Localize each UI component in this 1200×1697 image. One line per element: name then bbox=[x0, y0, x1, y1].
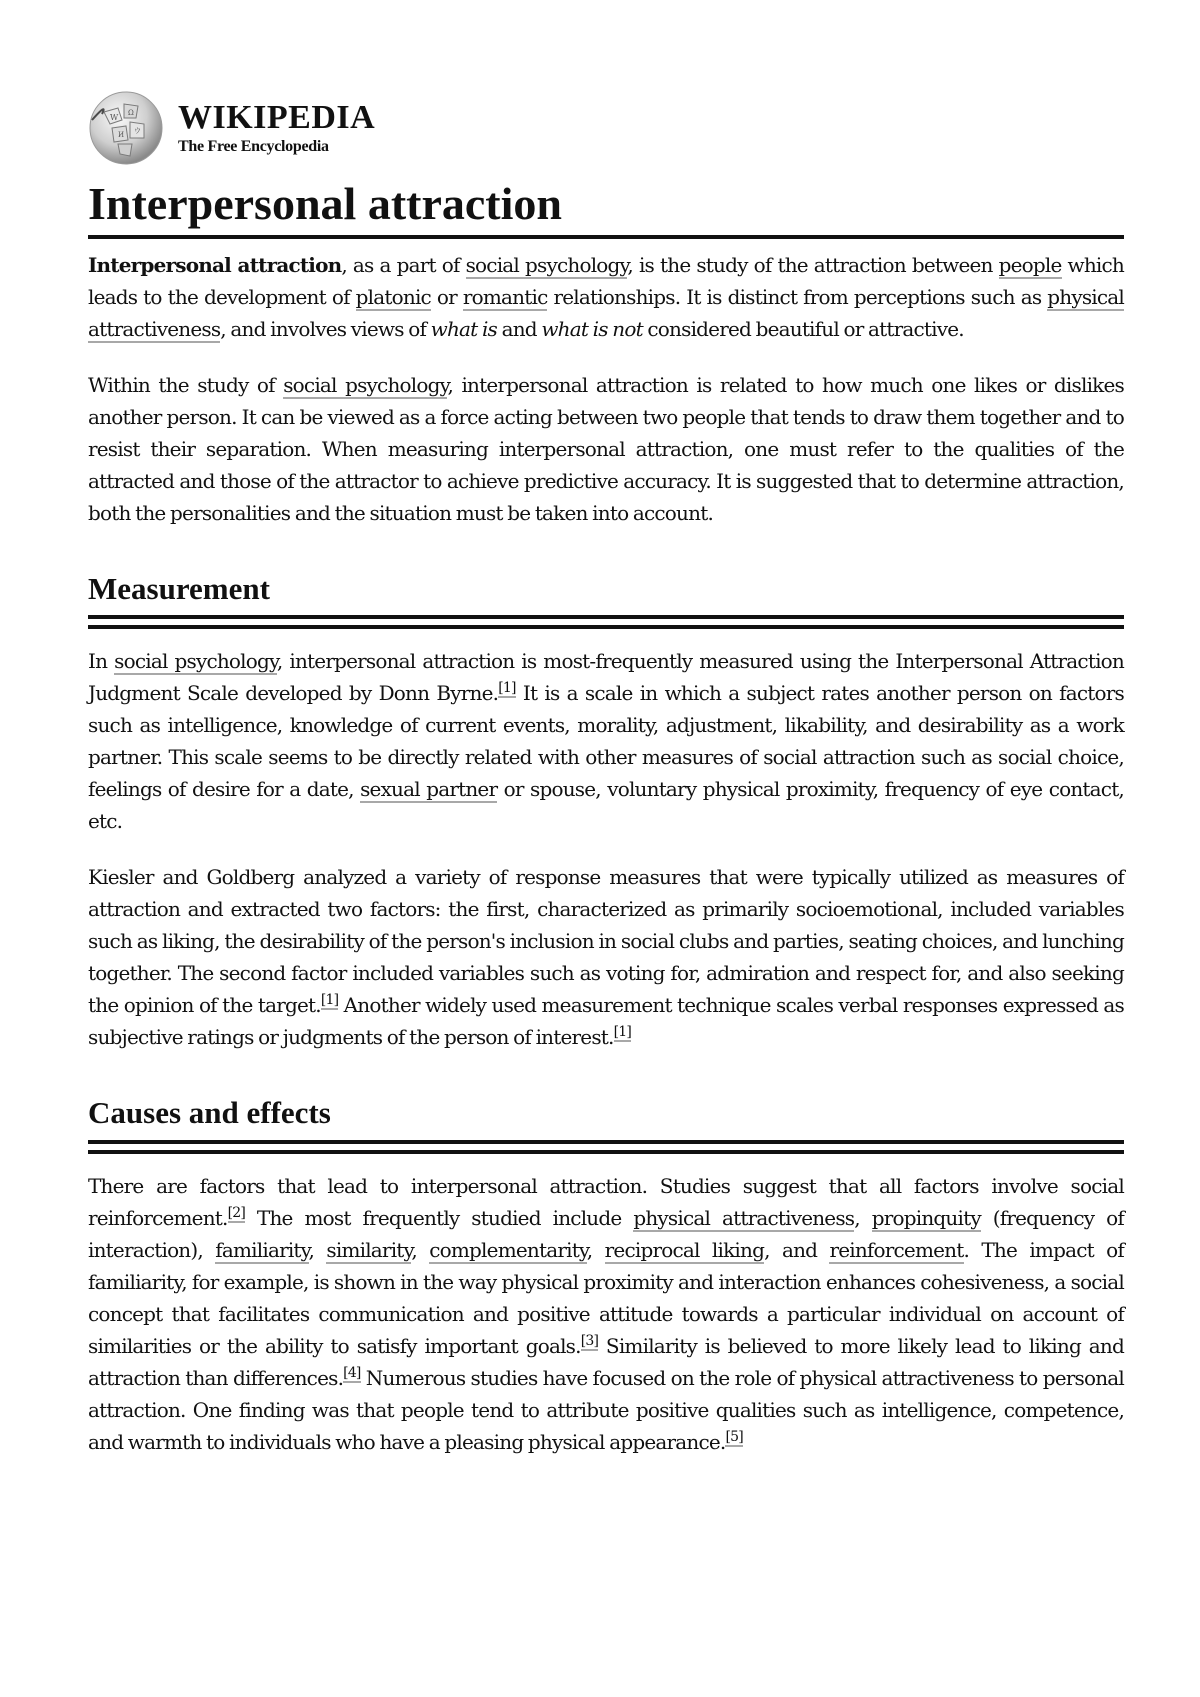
text-run: Kiesler and Goldberg analyzed a variety of response measures that were typically utilized as measures of attraction and extracted two factors: the first, characterized as primarily socioemotional, included variables such as liking, the desirability of the person's inclusion in social clubs and parties, seating choices, and lunching together. The second factor included variables such as voting for, admiration and respect for, and also seeking the opinion of the target. bbox=[88, 865, 1124, 1018]
link-social-psychology[interactable]: social psychology bbox=[283, 373, 448, 398]
text-run: or spouse, voluntary physical proximity, frequency of eye contact, etc. bbox=[88, 777, 1124, 834]
link-romantic[interactable]: romantic bbox=[462, 285, 548, 310]
citation-ref-1[interactable]: [1] bbox=[498, 680, 516, 697]
wordmark-title: WIKIPEDIA bbox=[178, 99, 376, 136]
text-run: It is a scale in which a subject rates another person on factors such as intelligence, knowledge of current events, morality, adjustment, likability, and desirability as a work partner. This scale seems to be directly related with other measures of social attraction such as social choice, feelings of desire for a date, bbox=[88, 681, 1124, 802]
link-physical-attractiveness[interactable]: physical attractiveness bbox=[88, 285, 1125, 342]
intro-paragraph-2 bbox=[88, 369, 1124, 529]
citation-ref-5[interactable]: [5] bbox=[725, 1428, 743, 1445]
text-run: relationships. It is distinct from perceptions such as bbox=[547, 285, 1048, 310]
intro-paragraph-1 bbox=[88, 249, 1124, 345]
citation-ref-4[interactable]: [4] bbox=[343, 1364, 361, 1381]
link-social-psychology[interactable]: social psychology bbox=[465, 253, 628, 278]
text-run: , is the study of the attraction between bbox=[627, 253, 999, 278]
page-title: Interpersonal attraction bbox=[88, 176, 1124, 239]
link-similarity[interactable]: similarity bbox=[326, 1237, 412, 1262]
link-sexual-partner[interactable]: sexual partner bbox=[360, 777, 498, 802]
link-propinquity[interactable]: propinquity bbox=[871, 1205, 981, 1230]
text-run: , and involves views of bbox=[220, 317, 431, 342]
text-run: , interpersonal attraction is most-frequently measured using the Interpersonal Attraction Judgment Scale developed by Donn Byrne. bbox=[88, 649, 1124, 706]
svg-text:Ω: Ω bbox=[128, 109, 134, 117]
text-run: , bbox=[854, 1205, 872, 1230]
link-complementarity[interactable]: complementarity bbox=[429, 1237, 587, 1262]
link-platonic[interactable]: platonic bbox=[355, 285, 431, 310]
text-run: Another widely used measurement technique scales verbal responses expressed as subjective ratings or judgments of the person of interest. bbox=[88, 993, 1124, 1050]
wikipedia-globe-logo-icon[interactable] bbox=[88, 90, 164, 166]
site-header bbox=[88, 88, 1124, 168]
link-familiarity[interactable]: familiarity bbox=[215, 1237, 309, 1262]
svg-text:W: W bbox=[110, 113, 119, 122]
citation-ref-2[interactable]: [2] bbox=[227, 1204, 246, 1221]
emphasis-what-is: what is bbox=[430, 317, 498, 342]
article-page bbox=[88, 88, 1124, 1482]
link-reciprocal-liking[interactable]: reciprocal liking bbox=[604, 1237, 765, 1262]
text-run: Similarity is believed to more likely lead to liking and attraction than differences. bbox=[88, 1333, 1124, 1390]
wordmark-tagline: The Free Encyclopedia bbox=[178, 138, 329, 155]
lead-term: Interpersonal attraction bbox=[88, 253, 342, 278]
text-run: , and bbox=[764, 1237, 830, 1262]
text-run: , interpersonal attraction is related to how much one likes or dislikes another person. It can be viewed as a force acting between two people that tends to draw them together and to resist their separation. When measuring interpersonal attraction, one must refer to the qualities of the attracted and those of the attractor to achieve predictive accuracy. It is suggested that to determine attraction, both the personalities and the situation must be taken into account. bbox=[88, 373, 1124, 526]
text-run: Numerous studies have focused on the role of physical attractiveness to personal attraction. One finding was that people tend to attribute positive qualities such as intelligence, competence, and warmth to individuals who have a pleasing physical appearance. bbox=[88, 1365, 1124, 1454]
causes-paragraph-1 bbox=[88, 1170, 1124, 1458]
measurement-paragraph-1 bbox=[88, 645, 1124, 837]
text-run: , as a part of bbox=[341, 253, 466, 278]
measurement-paragraph-2 bbox=[88, 861, 1124, 1053]
text-run: considered beautiful or attractive. bbox=[642, 317, 964, 342]
text-run: There are factors that lead to interpersonal attraction. Studies suggest that all factors involve social reinforcement. bbox=[88, 1173, 1124, 1230]
citation-ref-1[interactable]: [1] bbox=[613, 1024, 632, 1041]
text-run: . The impact of familiarity, for example, is shown in the way physical proximity and interaction enhances cohesiveness, a social concept that facilitates communication and positive attitude towards a particular individual on account of similarities or the ability to satisfy important goals. bbox=[88, 1237, 1124, 1358]
text-run: which leads to the development of bbox=[88, 253, 1124, 310]
emphasis-what-is-not: what is not bbox=[541, 317, 643, 342]
svg-text:ウ: ウ bbox=[134, 127, 141, 135]
text-run: and bbox=[497, 317, 542, 342]
text-run: or bbox=[430, 285, 463, 310]
svg-text:И: И bbox=[118, 131, 125, 139]
wordmark[interactable] bbox=[178, 101, 375, 155]
text-run: Within the study of bbox=[88, 373, 284, 398]
link-social-psychology[interactable]: social psychology bbox=[114, 649, 277, 674]
link-reinforcement[interactable]: reinforcement bbox=[829, 1237, 964, 1262]
link-people[interactable]: people bbox=[998, 253, 1062, 278]
text-run: (frequency of interaction), bbox=[88, 1205, 1124, 1262]
section-heading-measurement: Measurement bbox=[88, 569, 1124, 619]
text-run: , bbox=[586, 1237, 605, 1262]
link-physical-attractiveness[interactable]: physical attractiveness bbox=[633, 1205, 855, 1230]
text-run: In bbox=[88, 649, 115, 674]
citation-ref-3[interactable]: [3] bbox=[580, 1332, 599, 1349]
text-run: , bbox=[411, 1237, 430, 1262]
citation-ref-1[interactable]: [1] bbox=[320, 992, 339, 1009]
text-run: , bbox=[308, 1237, 327, 1262]
text-run: The most frequently studied include bbox=[245, 1205, 634, 1230]
section-heading-causes-and-effects: Causes and effects bbox=[88, 1093, 1124, 1143]
